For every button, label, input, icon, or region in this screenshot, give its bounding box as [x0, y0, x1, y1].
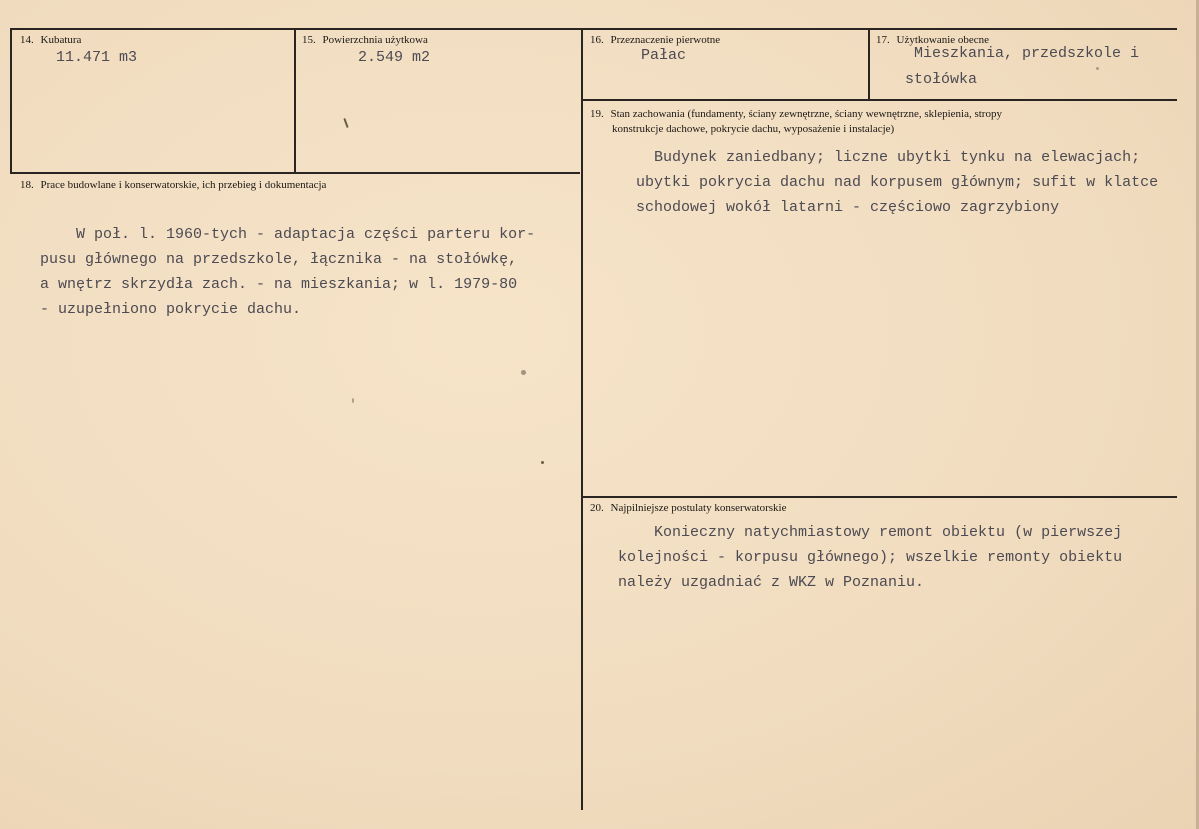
- paper-speck: [541, 461, 544, 464]
- field-20-number: 20.: [590, 502, 604, 514]
- field-16-value: Pałac: [641, 47, 687, 64]
- field-19-value-line-3: schodowej wokół latarni - częściowo zagrzybiony: [636, 199, 1060, 216]
- paper-speck: [521, 370, 526, 375]
- field-17-value-line-2: stołówka: [905, 71, 978, 88]
- rule-below-14-15: [10, 172, 580, 174]
- field-14-title: Kubatura: [40, 34, 82, 46]
- field-19-value-line-2: ubytki pokrycia dachu nad korpusem głównym; sufit w klatce: [636, 174, 1159, 191]
- left-rule: [10, 28, 12, 172]
- field-19-number: 19.: [590, 108, 604, 120]
- rule-below-16-17: [583, 99, 1177, 101]
- field-20-value-line-2: kolejności - korpusu głównego); wszelkie remonty obiektu: [618, 549, 1123, 566]
- field-19-label-line-2: [612, 122, 894, 136]
- divider-16-17: [868, 28, 870, 99]
- field-16-title: Przeznaczenie pierwotne: [610, 34, 721, 46]
- field-18-title: Prace budowlane i konserwatorskie, ich przebieg i dokumentacja: [40, 179, 327, 191]
- field-14-number: 14.: [20, 34, 34, 46]
- field-16-number: 16.: [590, 34, 604, 46]
- field-18-value-line-3: a wnętrz skrzydła zach. - na mieszkania; w l. 1979-80: [40, 276, 518, 293]
- field-20-title: Najpilniejsze postulaty konserwatorskie: [610, 502, 787, 514]
- field-19-title-line-2: konstrukcje dachowe, pokrycie dachu, wyposażenie i instalacje): [612, 123, 895, 135]
- paper-speck: [352, 398, 354, 403]
- field-17-title: Użytkowanie obecne: [896, 34, 990, 46]
- field-20-value-line-3: należy uzgadniać z WKZ w Poznaniu.: [618, 574, 925, 591]
- field-20-value-line-1: Konieczny natychmiastowy remont obiektu (w pierwszej: [618, 524, 1123, 541]
- field-19-title-line-1: Stan zachowania (fundamenty, ściany zewnętrzne, ściany wewnętrzne, sklepienia, stropy: [610, 108, 1002, 120]
- field-15-value: 2.549 m2: [358, 49, 431, 66]
- rule-above-20: [583, 496, 1177, 498]
- field-15-title: Powierzchnia użytkowa: [322, 34, 428, 46]
- field-17-value-line-1: Mieszkania, przedszkole i: [914, 45, 1140, 62]
- center-divider: [581, 28, 583, 810]
- paper-speck: [343, 118, 348, 128]
- field-15-number: 15.: [302, 34, 316, 46]
- field-18-label: [20, 178, 326, 192]
- field-19-label: [590, 107, 1002, 121]
- field-14-value: 11.471 m3: [56, 49, 138, 66]
- field-19-value-line-1: Budynek zaniedbany; liczne ubytki tynku na elewacjach;: [636, 149, 1141, 166]
- paper-speck: [1096, 67, 1099, 70]
- field-18-number: 18.: [20, 179, 34, 191]
- top-rule: [10, 28, 1177, 30]
- divider-14-15: [294, 28, 296, 172]
- field-17-number: 17.: [876, 34, 890, 46]
- field-18-value-line-1: W poł. l. 1960-tych - adaptacja części parteru kor-: [40, 226, 536, 243]
- field-20-label: [590, 501, 786, 515]
- field-18-value-line-4: - uzupełniono pokrycie dachu.: [40, 301, 302, 318]
- field-18-value-line-2: pusu głównego na przedszkole, łącznika - na stołówkę,: [40, 251, 518, 268]
